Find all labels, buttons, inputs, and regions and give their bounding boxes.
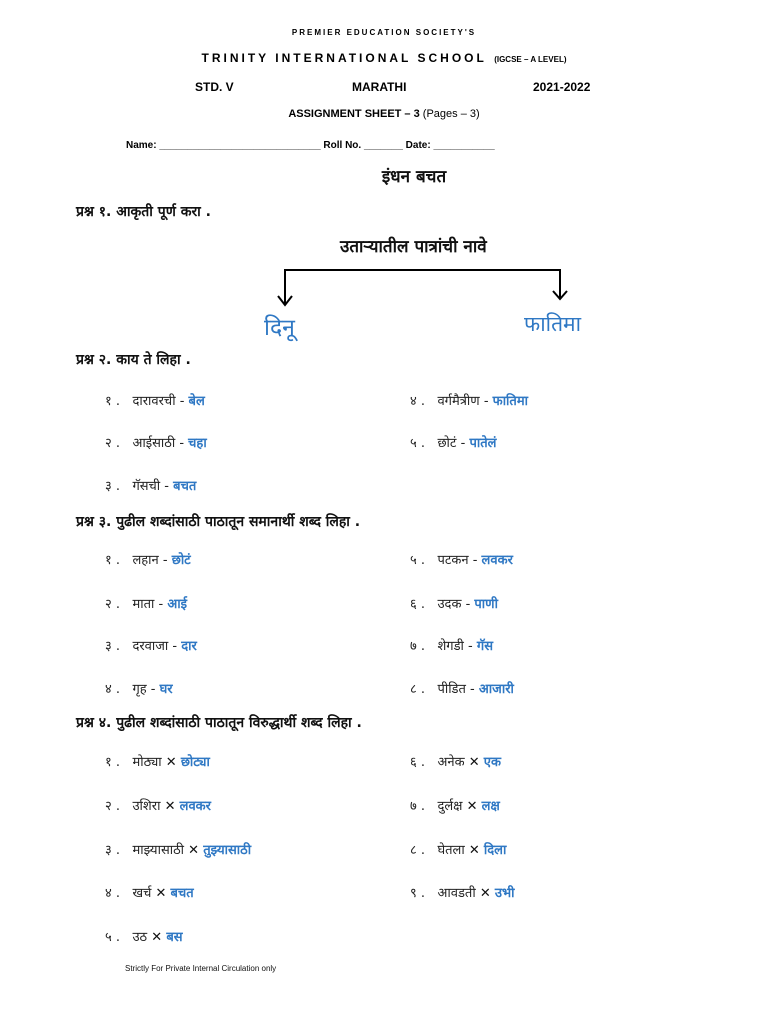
answer: छोटं	[171, 553, 191, 568]
answer: बचत	[170, 886, 194, 901]
answer: बेल	[188, 394, 205, 409]
answer: पाणी	[474, 597, 498, 612]
answer: गॅस	[476, 639, 493, 654]
footer-note: Strictly For Private Internal Circulation only	[125, 964, 277, 973]
society-name: PREMIER EDUCATION SOCIETY'S	[291, 28, 477, 37]
answer: दिला	[483, 843, 507, 858]
answer: आजारी	[478, 682, 514, 697]
assignment-pages: (Pages – 3)	[422, 108, 480, 120]
chapter-title: इंधन बचत	[381, 167, 447, 187]
q4-item: ४ . खर्च ✕ बचत	[105, 886, 194, 901]
answer: फातिमा	[492, 394, 528, 409]
q4-label: प्रश्न ४. पुढील शब्दांसाठी पाठातून विरुद्धार्थी शब्द लिहा .	[76, 715, 362, 731]
q3-item: ६ . उदक - पाणी	[410, 597, 498, 612]
answer: एक	[483, 755, 501, 770]
answer: उभी	[494, 886, 515, 901]
q2-item: ४ . वर्गमैत्रीण - फातिमा	[410, 394, 528, 409]
std-label: STD. V	[195, 80, 234, 94]
cross-icon: ✕	[164, 799, 176, 814]
answer: तुझ्यासाठी	[203, 843, 252, 858]
q3-label: प्रश्न ३. पुढील शब्दांसाठी पाठातून समानार्थी शब्द लिहा .	[76, 514, 361, 530]
cross-icon: ✕	[165, 755, 177, 770]
q3-item: ४ . गृह - घर	[105, 682, 173, 697]
year-label: 2021-2022	[533, 80, 591, 94]
answer: दार	[181, 639, 197, 654]
diagram-arrows	[270, 262, 580, 308]
name-rollno-date-line: Name: _____________________________ Roll No. _______ Date: ___________	[126, 140, 495, 151]
q3-item: ७ . शेगडी - गॅस	[410, 639, 493, 654]
assignment-line	[0, 108, 768, 120]
cross-icon: ✕	[155, 886, 167, 901]
answer: बस	[166, 930, 183, 945]
q4-item: ८ . घेतला ✕ दिला	[410, 843, 507, 858]
answer: लवकर	[179, 799, 211, 814]
answer: छोट्या	[180, 755, 210, 770]
cross-icon: ✕	[188, 843, 200, 858]
cross-icon: ✕	[479, 886, 491, 901]
q2-item: ३ . गॅसची - बचत	[105, 479, 197, 494]
q3-item: ३ . दरवाजा - दार	[105, 639, 197, 654]
school-suffix: (IGCSE – A LEVEL)	[494, 55, 567, 64]
school-name-line	[0, 51, 768, 65]
q2-item: १ . दारावरची - बेल	[105, 394, 205, 409]
q3-item: १ . लहान - छोटं	[105, 553, 191, 568]
q1-label: प्रश्न १. आकृती पूर्ण करा .	[76, 204, 211, 220]
answer: चहा	[188, 436, 207, 451]
q3-item: ५ . पटकन - लवकर	[410, 553, 513, 568]
diagram-right-answer: फातिमा	[524, 312, 582, 336]
cross-icon: ✕	[151, 930, 163, 945]
answer: पातेलं	[469, 436, 497, 451]
school-name: TRINITY INTERNATIONAL SCHOOL	[201, 51, 487, 65]
q2-item: २ . आईसाठी - चहा	[105, 436, 207, 451]
q4-item: ३ . माझ्यासाठी ✕ तुझ्यासाठी	[105, 843, 252, 858]
answer: लवकर	[481, 553, 513, 568]
q3-item: ८ . पीडित - आजारी	[410, 682, 514, 697]
q2-label: प्रश्न २. काय ते लिहा .	[76, 352, 191, 368]
answer: घर	[159, 682, 173, 697]
cross-icon: ✕	[468, 843, 480, 858]
diagram-title: उताऱ्यातील पात्रांची नावे	[340, 237, 487, 257]
answer: लक्ष	[481, 799, 500, 814]
cross-icon: ✕	[468, 755, 480, 770]
assignment-title: ASSIGNMENT SHEET – 3	[288, 108, 420, 120]
diagram-left-answer: दिनू	[264, 315, 295, 341]
q4-item: ५ . उठ ✕ बस	[105, 930, 183, 945]
q4-item: ९ . आवडती ✕ उभी	[410, 886, 515, 901]
cross-icon: ✕	[466, 799, 478, 814]
answer: आई	[167, 597, 187, 612]
q4-item: ७ . दुर्लक्ष ✕ लक्ष	[410, 799, 500, 814]
q2-item: ५ . छोटं - पातेलं	[410, 436, 497, 451]
q4-item: ६ . अनेक ✕ एक	[410, 755, 501, 770]
subject-label: MARATHI	[352, 80, 407, 94]
q4-item: १ . मोठ्या ✕ छोट्या	[105, 755, 210, 770]
q3-item: २ . माता - आई	[105, 597, 187, 612]
answer: बचत	[173, 479, 197, 494]
q4-item: २ . उशिरा ✕ लवकर	[105, 799, 211, 814]
